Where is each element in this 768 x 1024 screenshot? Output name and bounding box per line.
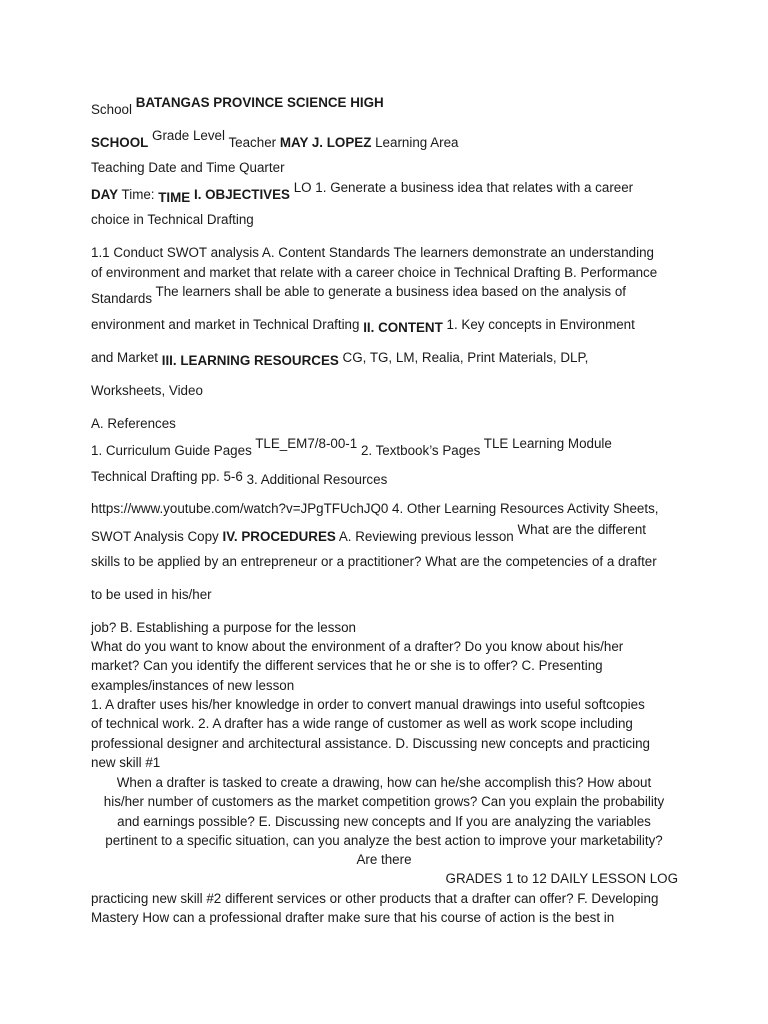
procedures-paragraph: new skill #1 [91,755,161,770]
procedures-centered-text: and earnings possible? E. Discussing new concepts and If you are analyzing the variables [117,814,651,829]
date-line: Teaching Date and Time Quarter [91,160,285,175]
resources-line: and Market III. LEARNING RESOURCES CG, TG, LM, Realia, Print Materials, DLP, [91,350,589,368]
procedures-heading: IV. PROCEDURES [222,529,336,544]
procedures-centered-text: Are there [356,852,412,867]
content-line: environment and market in Technical Drafting II. CONTENT 1. Key concepts in Environment [91,317,635,335]
curriculum-line: 1. Curriculum Guide Pages TLE_EM7/8-00-1 2. Textbook’s Pages TLE Learning Module [91,436,612,458]
content-heading: II. CONTENT [363,320,443,335]
procedures-paragraph: skills to be applied by an entrepreneur or a practitioner? What are the competencies of a drafter [91,554,657,569]
procedures-paragraph: of technical work. 2. A drafter has a wide range of customer as well as work scope including [91,716,633,731]
resource-url-line: https://www.youtube.com/watch?v=JPgTFUchJQ0 4. Other Learning Resources Activity Sheets, [91,501,659,516]
resources-heading: III. LEARNING RESOURCES [161,353,339,368]
daily-lesson-log-title: GRADES 1 to 12 DAILY LESSON LOG [445,871,678,886]
objectives-line: DAY Time: TIME I. OBJECTIVES LO 1. Generate a business idea that relates with a career [91,180,634,205]
procedures-centered-text: his/her number of customers as the market competition grows? Can you explain the probability [103,794,665,809]
procedures-line: SWOT Analysis Copy IV. PROCEDURES A. Reviewing previous lesson What are the different [91,522,647,544]
school-line: School BATANGAS PROVINCE SCIENCE HIGH [91,95,384,117]
procedures-centered-text: When a drafter is tasked to create a drawing, how can he/she accomplish this? How about [116,775,652,790]
objectives-paragraph: 1.1 Conduct SWOT analysis A. Content Standards The learners demonstrate an understanding [91,245,654,260]
procedures-paragraph: to be used in his/her [91,587,212,602]
standards-line: Standards The learners shall be able to generate a business idea based on the analysis of [91,284,627,306]
references-heading: A. References [91,416,176,431]
procedures-paragraph: professional designer and architectural assistance. D. Discussing new concepts and practicing [91,736,650,751]
procedures-paragraph: market? Can you identify the different services that he or she is to offer? C. Presenting [91,658,603,673]
procedures-paragraph: What do you want to know about the environment of a drafter? Do you know about his/her [91,639,624,654]
procedures-paragraph: practicing new skill #2 different services or other products that a drafter can offer? F. Developing [91,891,659,906]
procedures-paragraph: Mastery How can a professional drafter make sure that his course of action is the best in [91,910,615,925]
objectives-heading: I. OBJECTIVES [193,187,290,202]
procedures-centered-text: pertinent to a specific situation, can you analyze the best action to improve your marketability? [105,833,663,848]
teacher-line: SCHOOL Grade Level Teacher MAY J. LOPEZ Learning Area [91,128,459,150]
resources-list: Worksheets, Video [91,383,203,398]
procedures-paragraph: job? B. Establishing a purpose for the lesson [91,620,357,635]
drafting-line: Technical Drafting pp. 5-6 3. Additional Resources [91,469,388,487]
procedures-paragraph: examples/instances of new lesson [91,678,295,693]
objectives-paragraph: of environment and market that relate with a career choice in Technical Drafting B. Performance [91,265,658,280]
procedures-paragraph: 1. A drafter uses his/her knowledge in order to convert manual drawings into useful softcopies [91,697,645,712]
lo-continuation: choice in Technical Drafting [91,212,254,227]
